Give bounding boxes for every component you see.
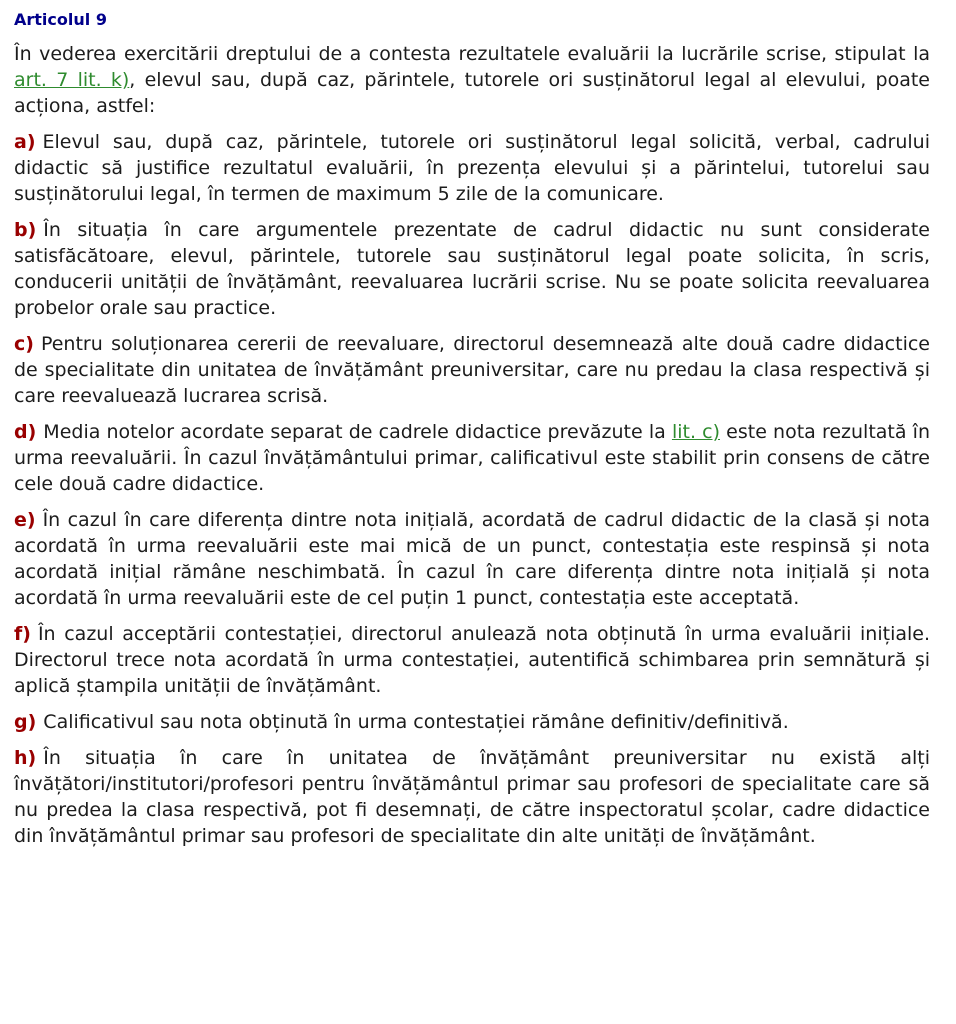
item-h-text: În situația în care în unitatea de învățământ preuniversitar nu există alți învățători/institutori/profesori pentru învățământul primar sau profesori de specialitate care să nu predea la clasa respectivă, pot fi desemnați, de către inspectoratul școlar, cadre didactice din învățământul primar sau profesori de specialitate din alte unități de învățământ. [14,747,930,847]
intro-text-after-link: , elevul sau, după caz, părintele, tutorele ori susținătorul legal al elevului, poate acționa, astfel: [14,69,930,117]
item-f [14,621,930,699]
item-a-text: Elevul sau, după caz, părintele, tutorele ori susținătorul legal solicită, verbal, cadrului didactic să justifice rezultatul evaluării, în prezența elevului și a părintelui, tutorelui sau susținătorului legal, în termen de maximum 5 zile de la comunicare. [14,131,930,205]
item-f-marker: f) [14,623,31,645]
item-a [14,129,930,207]
item-b [14,217,930,321]
item-h-marker: h) [14,747,37,769]
article-title: Articolul 9 [14,10,107,29]
intro-paragraph [14,41,930,119]
item-e-text: În cazul în care diferența dintre nota inițială, acordată de cadrul didactic de la clasă și nota acordată în urma reevaluării este mai mică de un punct, contestația este respinsă și nota acordată inițial rămâne neschimbată. În cazul în care diferența dintre nota inițială și nota acordată în urma reevaluării este de cel puțin 1 punct, contestația este acceptată. [14,509,930,609]
item-h [14,745,930,849]
item-b-text: În situația în care argumentele prezentate de cadrul didactic nu sunt considerate satisfăcătoare, elevul, părintele, tutorele sau susținătorul legal poate solicita, în scris, conducerii unității de învățământ, reevaluarea lucrării scrise. Nu se poate solicita reevaluarea probelor orale sau practice. [14,219,930,319]
item-b-marker: b) [14,219,37,241]
link-lit-c[interactable]: lit. c) [671,421,720,443]
item-d [14,419,930,497]
item-g-marker: g) [14,711,37,733]
item-f-text: În cazul acceptării contestației, directorul anulează nota obținută în urma evaluării inițiale. Directorul trece nota acordată în urma contestației, autentifică schimbarea prin semnătură și aplică ștampila unității de învățământ. [14,623,930,697]
item-e [14,507,930,611]
item-d-marker: d) [14,421,37,443]
item-g-text: Calificativul sau nota obținută în urma contestației rămâne definitiv/definitivă. [43,711,789,733]
item-c [14,331,930,409]
item-d-text-after-link: este nota rezultată în urma reevaluării. În cazul învățământului primar, calificativul este stabilit prin consens de către cele două cadre didactice. [14,421,930,495]
intro-text-before-link: În vederea exercitării dreptului de a contesta rezultatele evaluării la lucrările scrise, stipulat la [14,43,930,65]
item-c-text: Pentru soluționarea cererii de reevaluare, directorul desemnează alte două cadre didactice de specialitate din unitatea de învățământ preuniversitar, care nu predau la clasa respectivă și care reevaluează lucrarea scrisă. [14,333,930,407]
item-a-marker: a) [14,131,36,153]
item-d-text-before-link: Media notelor acordate separat de cadrele didactice prevăzute la [43,421,672,443]
item-g [14,709,930,735]
item-c-marker: c) [14,333,34,355]
item-e-marker: e) [14,509,36,531]
link-art-7-lit-k[interactable]: art. 7 lit. k) [14,69,130,91]
